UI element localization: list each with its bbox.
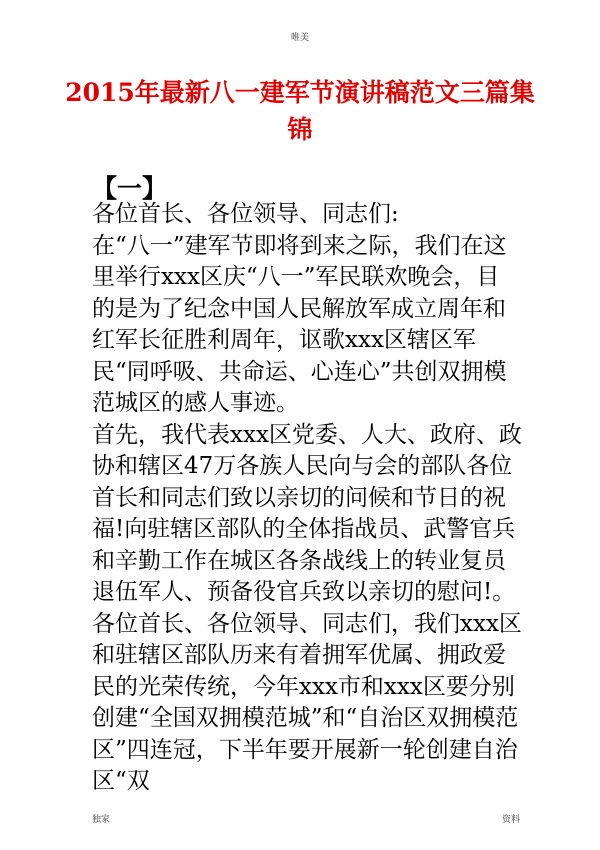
section-label: 【一】 — [92, 174, 168, 203]
paragraph-tradition: 各位首长、各位领导、同志们，我们xxx区和驻辖区部队历来有着拥军优属、拥政爱民的光荣传统，今年xxx市和xxx区要分别创建“全国双拥模范城”和“自治区双拥模范区”四连冠，下半年要开展新一轮创建自治区“双 — [92, 610, 522, 794]
paragraph-greetings: 首先，我代表xxx区党委、人大、政府、政协和辖区47万各族人民向与会的部队各位首长和同志们致以亲切的问候和节日的祝福!向驻辖区部队的全体指战员、武警官兵和辛勤工作在城区各条战线上的转业复员退伍军人、预备役官兵致以亲切的慰问!。 — [92, 421, 522, 605]
title-line-1: 2015年最新八一建军节演讲稿范文三篇集 — [65, 78, 535, 107]
page-header: 唯美 — [290, 33, 309, 43]
footer-right: 资料 — [501, 815, 520, 825]
document-title — [60, 74, 540, 148]
title-line-2: 锦 — [287, 115, 313, 144]
paragraph-opening: 在“八一”建军节即将到来之际，我们在这里举行xxx区庆“八一”军民联欢晚会，目的是为了纪念中国人民解放军成立周年和红军长征胜利周年，讴歌xxx区辖区军民“同呼吸、共命运、心连心”共创双拥模范城区的感人事迹。 — [92, 232, 507, 416]
speech-body — [92, 199, 522, 798]
footer-left: 独家 — [92, 815, 111, 825]
paragraph-salutation: 各位首长、各位领导、同志们: — [92, 201, 399, 227]
